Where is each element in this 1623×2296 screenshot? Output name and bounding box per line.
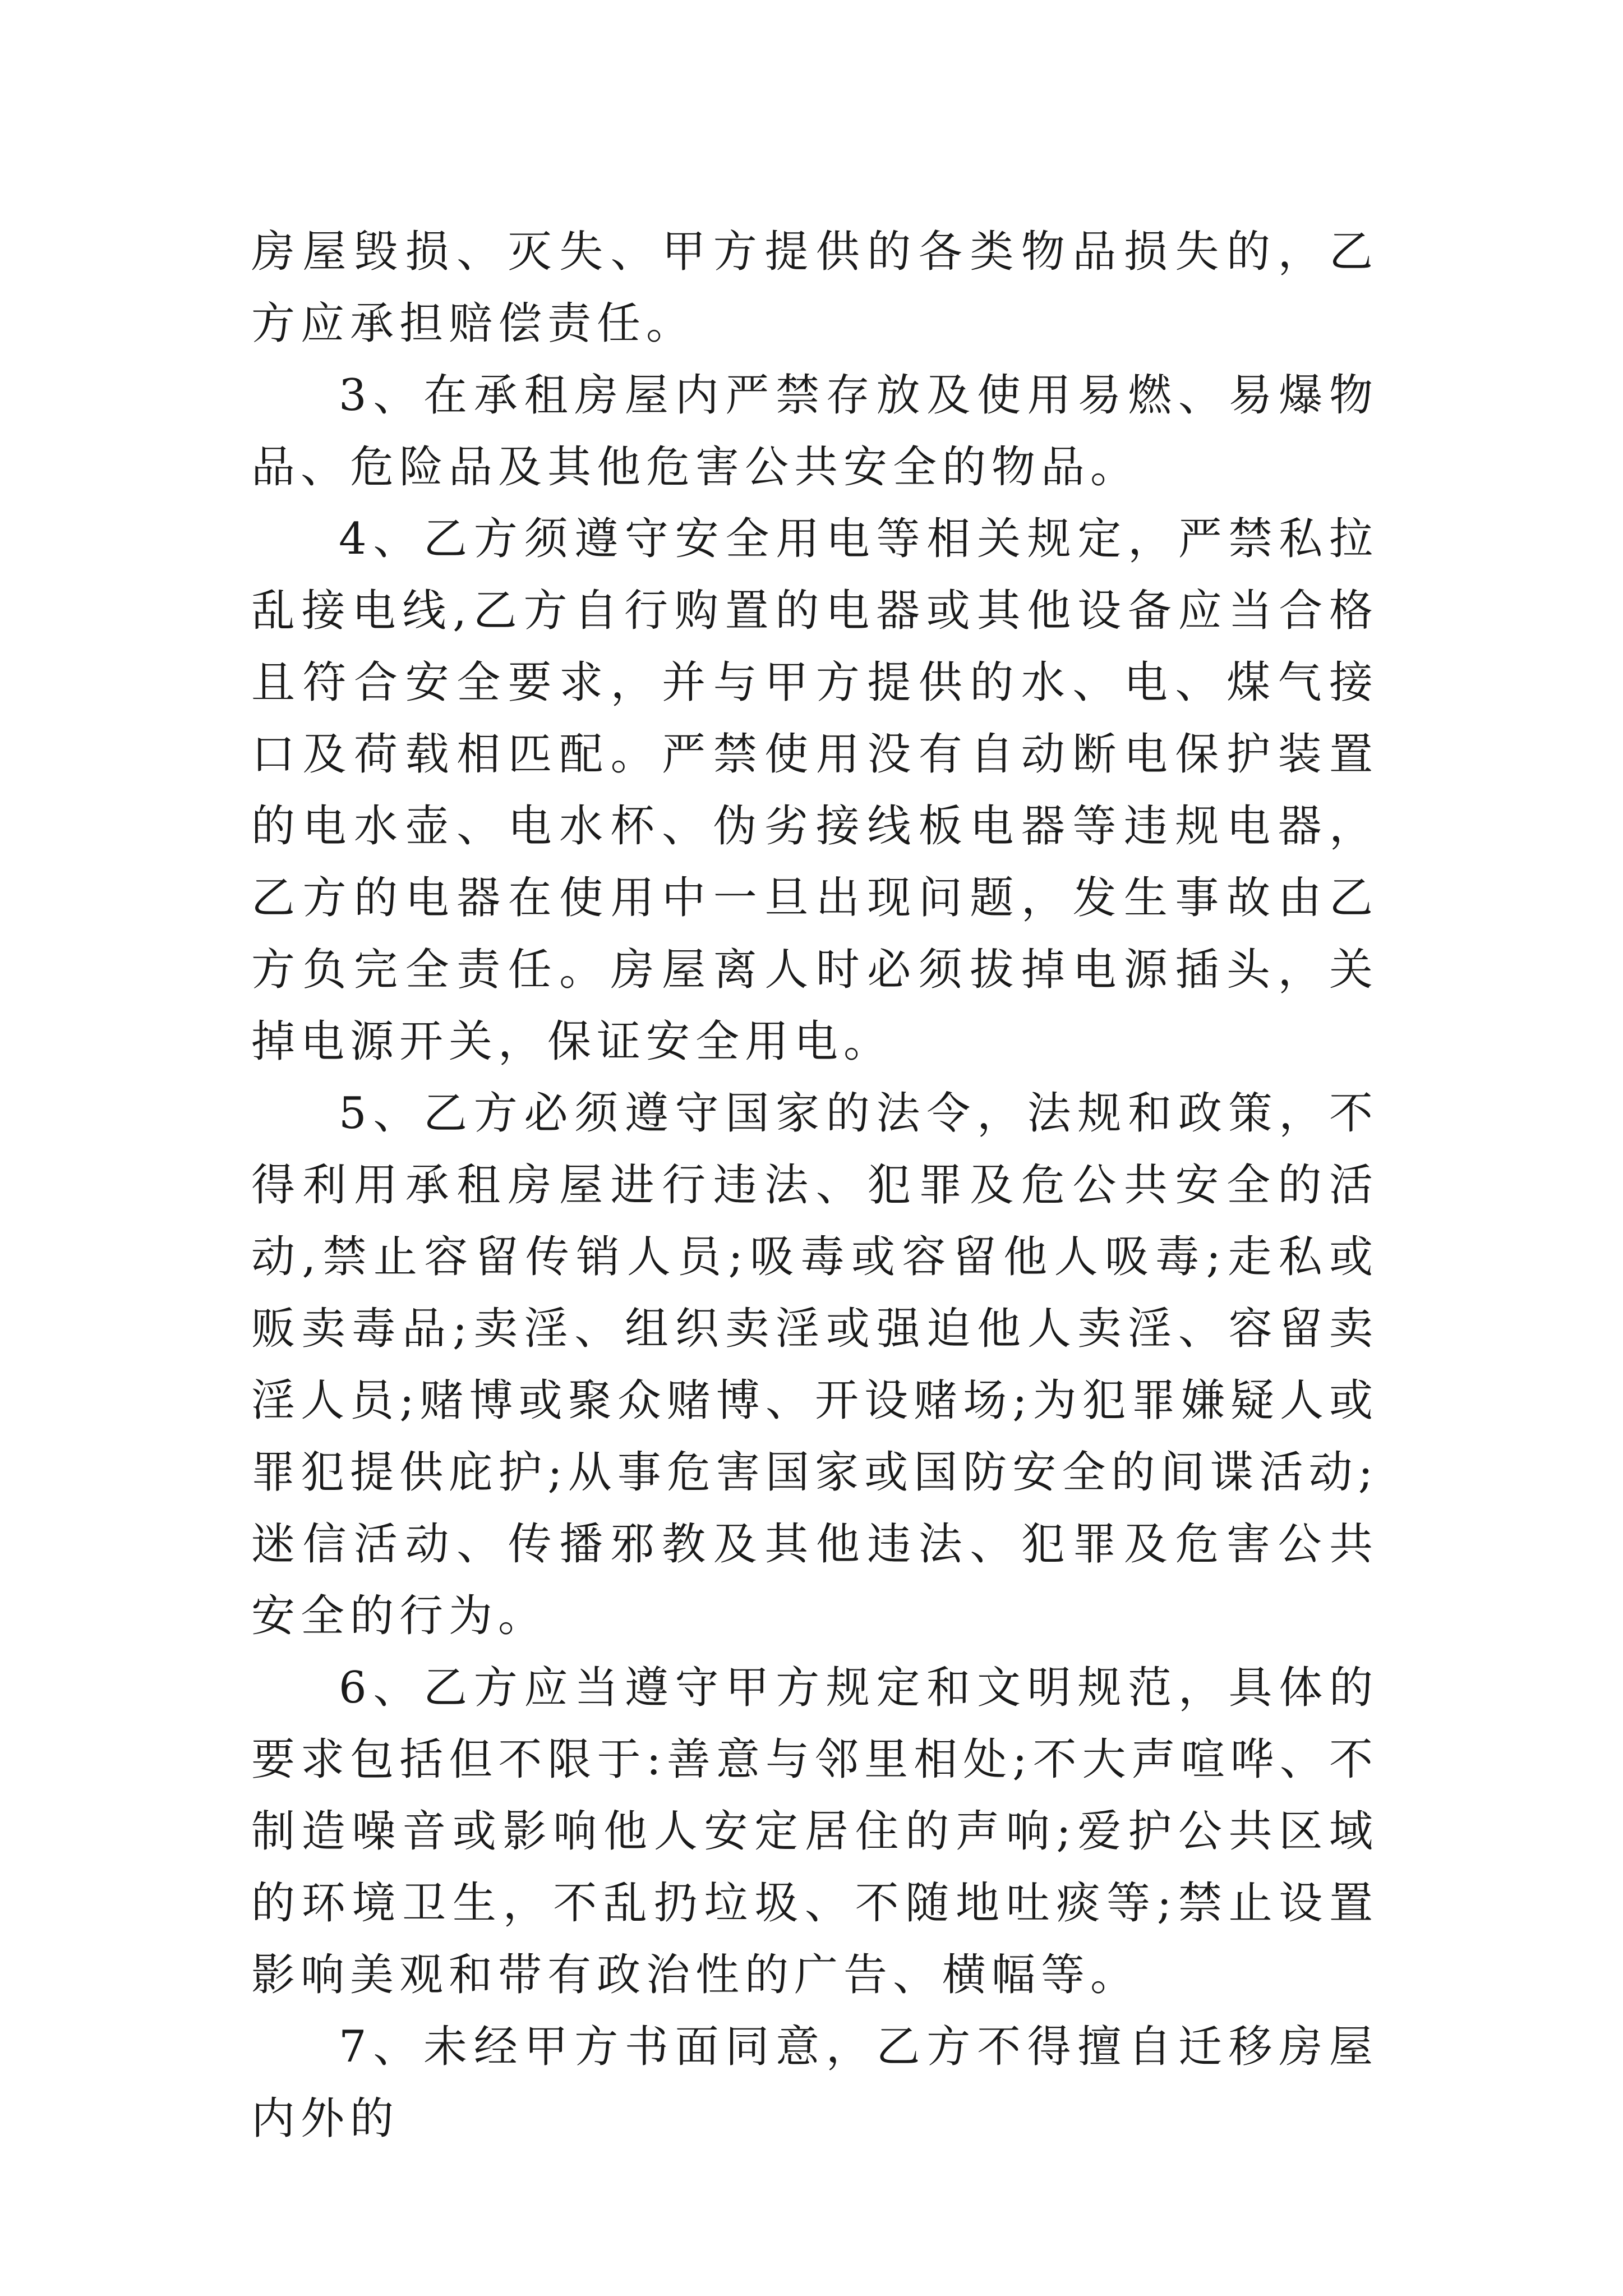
paragraph-clause-7: 7、未经甲方书面同意，乙方不得擅自迁移房屋内外的 xyxy=(251,2022,1378,2144)
paragraph-clause-6: 6、乙方应当遵守甲方规定和文明规范，具体的要求包括但不限于:善意与邻里相处;不大声喧哗、不制造噪音或影响他人安定居住的声响;爱护公共区域的环境卫生，不乱扔垃圾、不随地吐痰等;禁止设置影响美观和带有政治性的广告、横幅等。 xyxy=(251,1663,1378,2000)
paragraph-clause-5: 5、乙方必须遵守国家的法令，法规和政策，不得利用承租房屋进行违法、犯罪及危公共安全的活动,禁止容留传销人员;吸毒或容留他人吸毒;走私或贩卖毒品;卖淫、组织卖淫或强迫他人卖淫、容留卖淫人员;赌博或聚众赌博、开设赌场;为犯罪嫌疑人或罪犯提供庇护;从事危害国家或国防安全的间谍活动;迷信活动、传播邪教及其他违法、犯罪及危害公共安全的行为。 xyxy=(251,1088,1378,1641)
document-body xyxy=(251,216,1378,2155)
paragraph-clause-3: 3、在承租房屋内严禁存放及使用易燃、易爆物品、危险品及其他危害公共安全的物品。 xyxy=(251,370,1378,493)
paragraph-continued: 房屋毁损、灭失、甲方提供的各类物品损失的，乙方应承担赔偿责任。 xyxy=(251,227,1378,349)
paragraph-clause-4: 4、乙方须遵守安全用电等相关规定，严禁私拉乱接电线,乙方自行购置的电器或其他设备应当合格且符合安全要求，并与甲方提供的水、电、煤气接口及荷载相匹配。严禁使用没有自动断电保护装置的电水壶、电水杯、伪劣接线板电器等违规电器，乙方的电器在使用中一旦出现问题，发生事故由乙方负完全责任。房屋离人时必须拔掉电源插头，关掉电源开关，保证安全用电。 xyxy=(251,514,1378,1067)
